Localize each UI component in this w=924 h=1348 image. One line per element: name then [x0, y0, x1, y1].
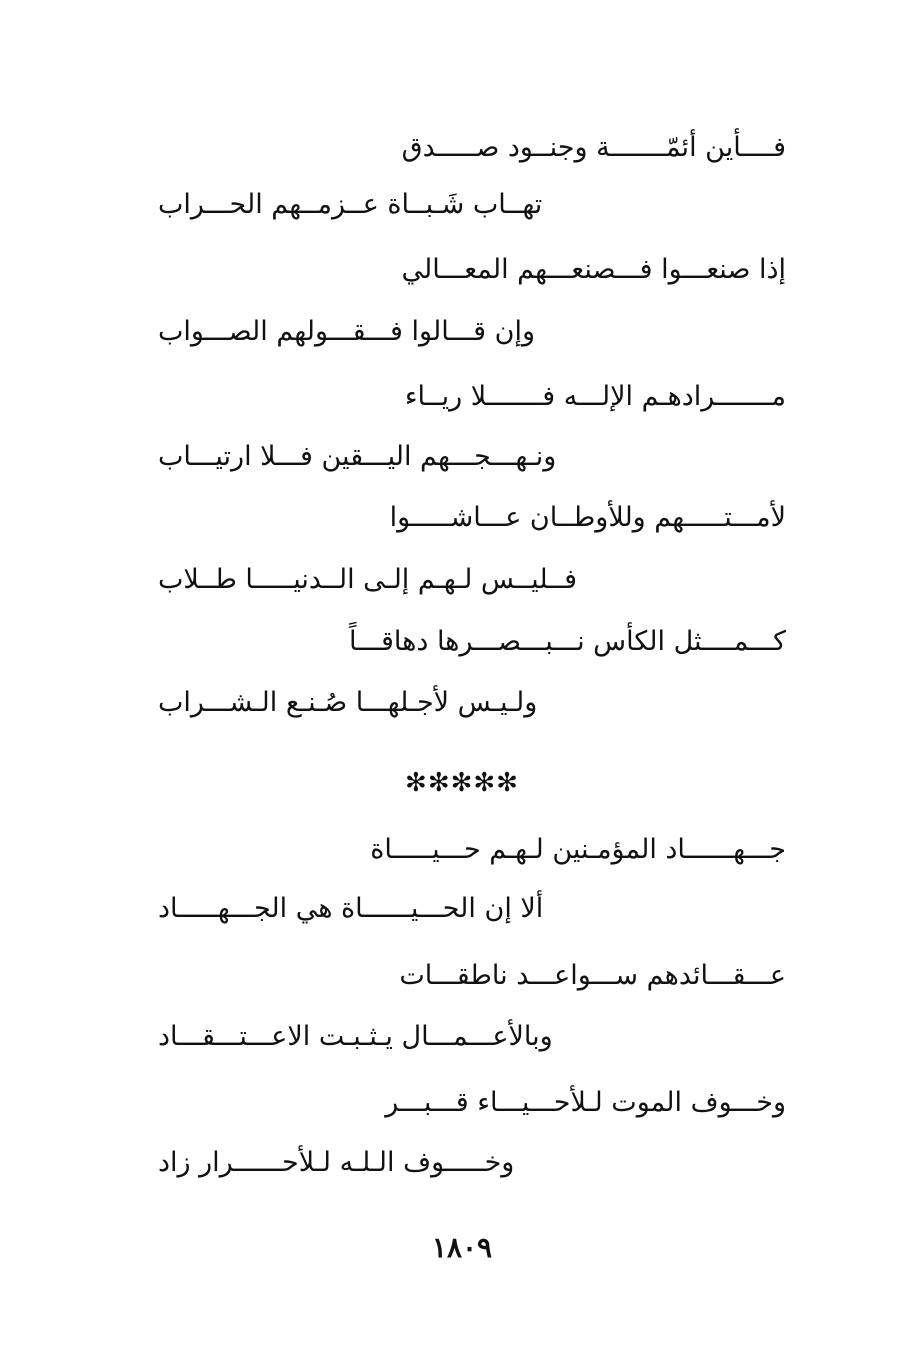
verse-line: ونـهـــجـــهم اليـــقين فـــلا ارتيـــاب — [158, 441, 557, 472]
verse-line: فــــأين أئمّـــــــة وجنــود صـــــدق — [401, 132, 786, 163]
verse-line: إذا صنعـــوا فـــصنعـــهم المعـــالي — [401, 254, 786, 285]
verse-line: وإن قـــالوا فـــقـــولهم الصـــواب — [158, 316, 536, 347]
verse-line: عـــقـــائدهم ســـواعـــد ناطقـــات — [399, 960, 786, 991]
verse-line: كـــمــــثل الكأس نـــبـــصـــرها دهاقـــاً — [349, 626, 786, 657]
verse-line: وخـــــوف الـلـه لـلأحــــــرار زاد — [158, 1147, 515, 1178]
verse-line: لأمـــتـــــهم وللأوطــان عـــاشـــــوا — [389, 502, 786, 533]
verse-line: ألا إن الحـــيــــــاة هي الجـــهـــــاد — [158, 893, 544, 924]
verse-line: فــليــس لـهـم إلـى الــدنيـــــا طــلاب — [158, 564, 577, 595]
verse-line: تهــاب شَـبــاة عــزمــهم الحـــراب — [158, 189, 543, 220]
verse-line: مـــــــرادهـم الإلـــه فـــــــلا ريــاء — [404, 381, 786, 412]
verse-line: وبالأعـــمـــال يـثـبـت الاعـــتـــقـــاد — [158, 1021, 553, 1052]
section-separator: ✻✻✻✻✻ — [405, 768, 519, 798]
verse-line: ولـيـس لأجـلهـــا صُـنـع الـشـــراب — [158, 687, 538, 718]
page-number: ١٨٠٩ — [431, 1231, 493, 1264]
verse-line: وخـــوف الموت لـلأحـــيـــاء قـــبـــر — [385, 1087, 786, 1118]
verse-line: جـــهــــــاد المؤمـنين لـهـم حـــيـــــاة — [370, 834, 786, 865]
